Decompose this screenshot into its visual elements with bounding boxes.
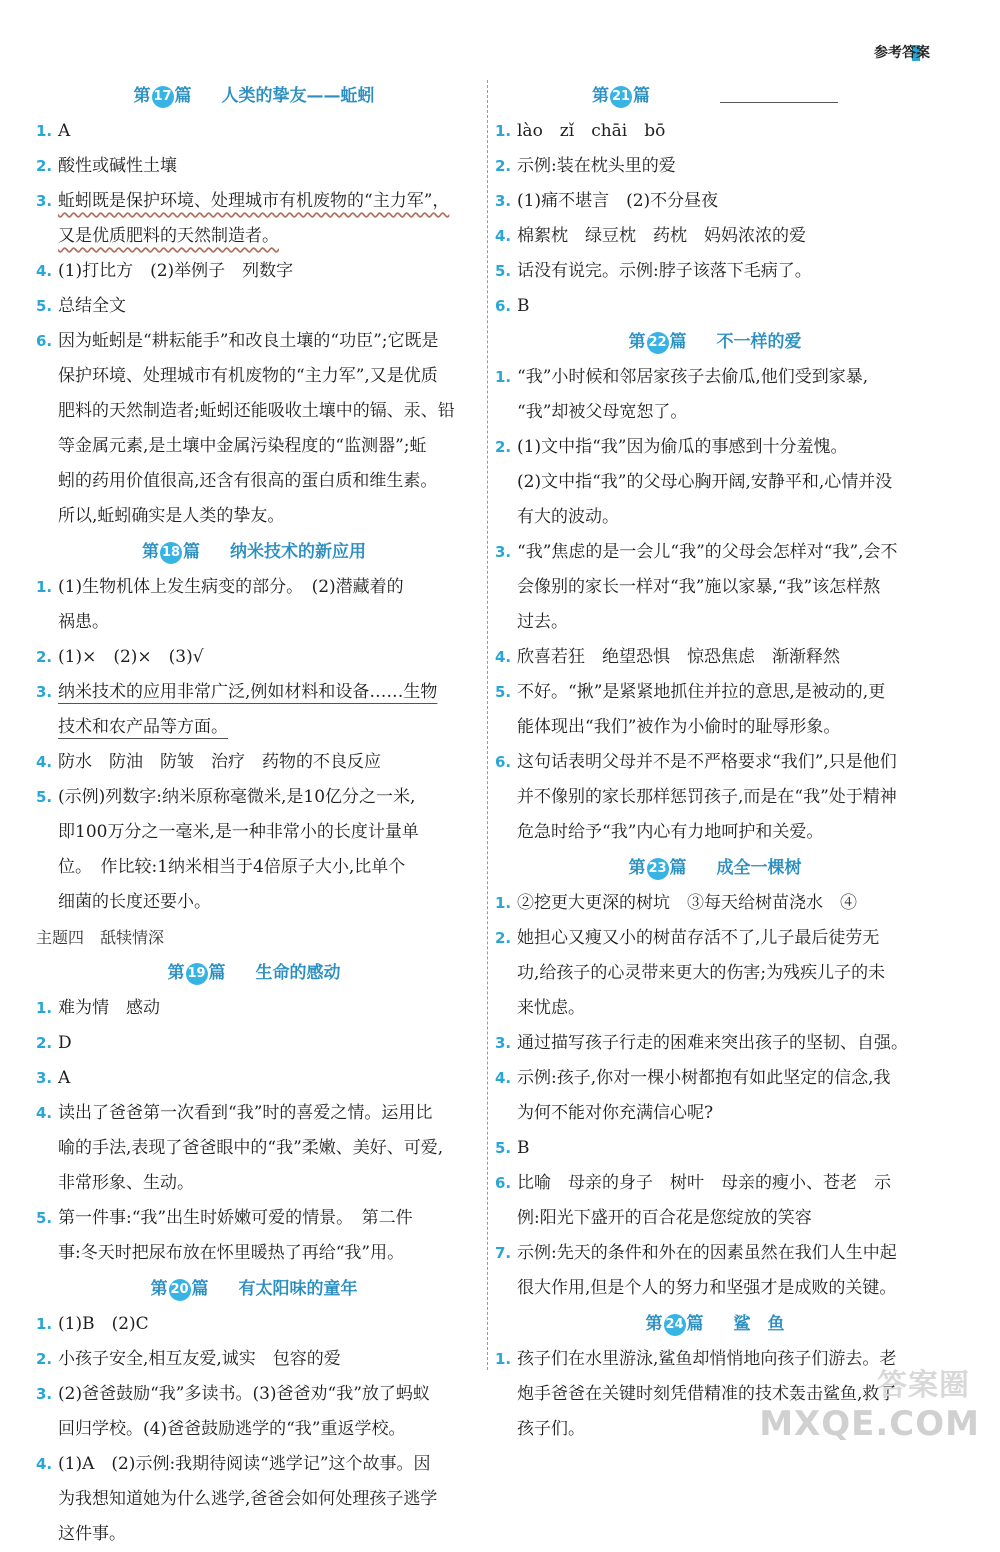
- answer-text: 例:阳光下盛开的百合花是您绽放的笑容: [517, 1208, 812, 1228]
- answer-text: (1)痛不堪言 (2)不分昼夜: [517, 191, 719, 211]
- answer-text: 小孩子安全,相互友爱,诚实 包容的爱: [58, 1349, 341, 1369]
- answer-text: 欣喜若狂 绝望恐惧 惊恐焦虑 渐渐释然: [517, 647, 840, 667]
- answer-text: (1)文中指“我”因为偷瓜的事感到十分羞愧。: [517, 437, 848, 457]
- answer-item: [495, 360, 935, 395]
- right-column: [495, 78, 935, 1447]
- answer-text: 技术和农产品等方面。: [58, 717, 228, 737]
- answer-text: 孩子们。: [517, 1419, 585, 1439]
- answer-item: [495, 1236, 935, 1271]
- answer-number: 2.: [36, 1034, 53, 1052]
- answer-number: 6.: [495, 297, 512, 315]
- answer-number: 5.: [36, 1209, 53, 1227]
- answer-number: 4.: [36, 1104, 53, 1122]
- answer-item: [495, 254, 935, 289]
- answer-item: [36, 289, 472, 324]
- answer-continuation: [36, 1131, 472, 1166]
- section-title: 第 24 篇 鲨 鱼: [645, 1314, 785, 1334]
- answer-number: 1.: [495, 368, 512, 386]
- section-number-badge: 19: [186, 963, 208, 985]
- section-title: 第 21 篇: [495, 78, 935, 114]
- topic-heading: 主题四 舐犊情深: [36, 928, 165, 947]
- section-number-badge: 18: [160, 542, 182, 564]
- answer-text: 细菌的长度还要小。: [58, 892, 211, 912]
- answer-number: 3.: [36, 192, 53, 210]
- answer-item: [36, 780, 472, 815]
- answer-item: [36, 1342, 472, 1377]
- answer-continuation: [36, 850, 472, 885]
- answer-text: (2)文中指“我”的父母心胸开阔,安静平和,心情并没: [517, 472, 893, 492]
- answer-continuation: [495, 605, 935, 640]
- answer-continuation: [36, 1517, 472, 1552]
- answer-text: 有大的波动。: [517, 507, 619, 527]
- section-title: 第 20 篇 有太阳味的童年: [150, 1279, 358, 1299]
- answer-number: 3.: [36, 1069, 53, 1087]
- answer-text: 又是优质肥料的天然制造者。: [58, 226, 279, 246]
- answer-number: 1.: [36, 999, 53, 1017]
- section-title-text: 纳米技术的新应用: [230, 542, 366, 562]
- answer-text: A: [58, 121, 71, 141]
- answer-text: 不好。“揪”是紧紧地抓住并拉的意思,是被动的,更: [517, 682, 886, 702]
- answer-item: [36, 324, 472, 359]
- answer-continuation: [495, 500, 935, 535]
- answer-item: [36, 1096, 472, 1131]
- section-title: 第 23 篇 成全一棵树: [628, 858, 802, 878]
- answer-continuation: [495, 395, 935, 430]
- answer-continuation: [36, 359, 472, 394]
- answer-item: [36, 991, 472, 1026]
- answer-item: [36, 184, 472, 219]
- answer-item: [36, 570, 472, 605]
- answer-text: 蚯蚓既是保护环境、处理城市有机废物的“主力军”，: [58, 191, 450, 211]
- answer-continuation: [36, 1236, 472, 1271]
- answer-number: 4.: [495, 227, 512, 245]
- answer-text: 很大作用,但是个人的努力和坚强才是成败的关键。: [517, 1278, 897, 1298]
- answer-text: 过去。: [517, 612, 568, 632]
- answer-continuation: [495, 710, 935, 745]
- answer-item: [495, 745, 935, 780]
- answer-continuation: [495, 1201, 935, 1236]
- answer-number: 1.: [495, 122, 512, 140]
- answer-continuation: [36, 219, 472, 254]
- answer-text: D: [58, 1033, 72, 1053]
- answer-number: 2.: [36, 157, 53, 175]
- answer-continuation: [36, 429, 472, 464]
- answer-continuation: [36, 499, 472, 534]
- answer-item: [495, 1061, 935, 1096]
- answer-text: 事:冬天时把尿布放在怀里暖热了再给“我”用。: [58, 1243, 405, 1263]
- answer-continuation: [36, 710, 472, 745]
- section-title-text: 生命的感动: [255, 963, 341, 983]
- section-title-text: 成全一棵树: [716, 858, 802, 878]
- answer-text: 酸性或碱性土壤: [58, 156, 177, 176]
- answer-text: ②挖更大更深的树坑 ③每天给树苗浇水 ④: [517, 893, 857, 913]
- answer-item: [495, 219, 935, 254]
- watermark-logo: [759, 1368, 980, 1444]
- answer-text: 并不像别的家长那样惩罚孩子,而是在“我”处于精神: [517, 787, 897, 807]
- answer-text: “我”却被父母宽恕了。: [517, 402, 688, 422]
- answer-number: 2.: [495, 438, 512, 456]
- answer-text: 为何不能对你充满信心呢?: [517, 1103, 714, 1123]
- answer-item: [495, 921, 935, 956]
- answer-text: 炮手爸爸在关键时刻凭借精准的技术轰击鲨鱼,救了: [517, 1384, 897, 1404]
- answer-continuation: [36, 1412, 472, 1447]
- answer-item: [36, 114, 472, 149]
- answer-text: 喻的手法,表现了爸爸眼中的“我”柔嫩、美好、可爱,: [58, 1138, 444, 1158]
- answer-continuation: [495, 991, 935, 1026]
- section-number-badge: 20: [169, 1279, 191, 1301]
- answer-item: [36, 1447, 472, 1482]
- answer-continuation: [36, 1166, 472, 1201]
- answer-text: (1)B (2)C: [58, 1314, 149, 1334]
- answer-number: 4.: [36, 753, 53, 771]
- section-title-text: 有太阳味的童年: [238, 1279, 358, 1299]
- answer-text: 比喻 母亲的身子 树叶 母亲的瘦小、苍老 示: [517, 1173, 891, 1193]
- answer-continuation: [36, 1482, 472, 1517]
- answer-text: “我”焦虑的是一会儿“我”的父母会怎样对“我”,会不: [517, 542, 898, 562]
- answer-text: 即100万分之一毫米,是一种非常小的长度计量单: [58, 822, 419, 842]
- answer-number: 2.: [495, 157, 512, 175]
- section-title: 第 22 篇 不一样的爱: [628, 332, 802, 352]
- answer-text: 会像别的家长一样对“我”施以家暴,“我”该怎样熬: [517, 577, 881, 597]
- answer-number: 4.: [36, 262, 53, 280]
- section-title-text: 不一样的爱: [716, 332, 802, 352]
- answer-item: [36, 745, 472, 780]
- answer-text: 来忧虑。: [517, 998, 585, 1018]
- answer-item: [36, 254, 472, 289]
- answer-text: 祸患。: [58, 612, 109, 632]
- answer-text: B: [517, 296, 530, 316]
- answer-text: 为我想知道她为什么逃学,爸爸会如何处理孩子逃学: [58, 1489, 438, 1509]
- answer-item: [495, 886, 935, 921]
- column-divider: [487, 80, 488, 1370]
- answer-text: 第一件事:“我”出生时娇嫩可爱的情景。 第二件: [58, 1208, 413, 1228]
- answer-number: 5.: [495, 262, 512, 280]
- section-title: 第 19 篇 生命的感动: [167, 963, 341, 983]
- answer-text: lào zǐ chāi bō: [517, 121, 666, 141]
- answer-text: (1)打比方 (2)举例子 列数字: [58, 261, 294, 281]
- answer-text: 所以,蚯蚓确实是人类的挚友。: [58, 506, 285, 526]
- watermark-top-text: 答案圈: [877, 1368, 970, 1403]
- answer-continuation: [36, 885, 472, 920]
- answer-continuation: [495, 1096, 935, 1131]
- answer-text: 危急时给予“我”内心有力地呵护和关爱。: [517, 822, 824, 842]
- answer-text: A: [58, 1068, 71, 1088]
- answer-text: (示例)列数字:纳米原称毫微米,是10亿分之一米,: [58, 787, 416, 807]
- answer-continuation: [495, 1271, 935, 1306]
- answer-text: 这句话表明父母并不是不严格要求“我们”,只是他们: [517, 752, 897, 772]
- answer-item: [36, 1026, 472, 1061]
- watermark-url: MXQE.COM: [759, 1404, 980, 1444]
- answer-text: “我”小时候和邻居家孩子去偷瓜,他们受到家暴,: [517, 367, 869, 387]
- section-title-text: 鲨 鱼: [733, 1314, 785, 1334]
- answer-item: [36, 1201, 472, 1236]
- answer-continuation: [36, 605, 472, 640]
- answer-text: 非常形象、生动。: [58, 1173, 194, 1193]
- answer-text: 读出了爸爸第一次看到“我”时的喜爱之情。运用比: [58, 1103, 433, 1123]
- answer-number: 5.: [36, 297, 53, 315]
- answer-text: B: [517, 1138, 530, 1158]
- answer-item: [36, 1061, 472, 1096]
- answer-number: 6.: [36, 332, 53, 350]
- answer-text: (1)生物机体上发生病变的部分。 (2)潜藏着的: [58, 577, 404, 597]
- answer-text: 纳米技术的应用非常广泛,例如材料和设备……生物: [58, 682, 438, 702]
- answer-item: [495, 289, 935, 324]
- answer-continuation: [495, 465, 935, 500]
- answer-text: 通过描写孩子行走的困难来突出孩子的坚韧、自强。: [517, 1033, 908, 1053]
- answer-text: 肥料的天然制造者;蚯蚓还能吸收土壤中的镉、汞、铅: [58, 401, 455, 421]
- answer-number: 5.: [36, 788, 53, 806]
- answer-number: 3.: [36, 683, 53, 701]
- answer-text: 位。 作比较:1纳米相当于4倍原子大小,比单个: [58, 857, 406, 877]
- answer-item: [495, 640, 935, 675]
- answer-text: 因为蚯蚓是“耕耘能手”和改良土壤的“功臣”;它既是: [58, 331, 439, 351]
- answer-item: [495, 1166, 935, 1201]
- answer-number: 1.: [36, 578, 53, 596]
- answer-continuation: [36, 815, 472, 850]
- answer-number: 7.: [495, 1244, 512, 1262]
- answer-number: 4.: [495, 648, 512, 666]
- section-title-text: 人类的挚友——蚯蚓: [221, 86, 375, 106]
- answer-number: 2.: [36, 1350, 53, 1368]
- answer-text: (1)A (2)示例:我期待阅读“逃学记”这个故事。因: [58, 1454, 431, 1474]
- answer-number: 4.: [495, 1069, 512, 1087]
- answer-number: 5.: [495, 683, 512, 701]
- answer-number: 6.: [495, 1174, 512, 1192]
- answer-continuation: [495, 780, 935, 815]
- section-number-badge: 24: [664, 1314, 686, 1336]
- answer-item: [495, 430, 935, 465]
- page-header-label: 参考答案: [874, 45, 930, 61]
- answer-number: 1.: [36, 122, 53, 140]
- section-number-badge: 21: [610, 86, 632, 108]
- answer-continuation: [495, 815, 935, 850]
- answer-item: [495, 1026, 935, 1061]
- section-number-badge: 23: [647, 858, 669, 880]
- answer-item: [495, 1342, 935, 1377]
- answer-text: (2)爸爸鼓励“我”多读书。(3)爸爸劝“我”放了蚂蚁: [58, 1384, 430, 1404]
- answer-text: 难为情 感动: [58, 998, 160, 1018]
- answer-text: 话没有说完。示例:脖子该落下毛病了。: [517, 261, 812, 281]
- section-number-badge: 22: [647, 332, 669, 354]
- answer-text: 蚓的药用价值很高,还含有很高的蛋白质和维生素。: [58, 471, 438, 491]
- answer-number: 5.: [495, 1139, 512, 1157]
- answer-text: 示例:先天的条件和外在的因素虽然在我们人生中起: [517, 1243, 897, 1263]
- answer-text: 功,给孩子的心灵带来更大的伤害;为残疾儿子的未: [517, 963, 886, 983]
- answer-text: 防水 防油 防皱 治疗 药物的不良反应: [58, 752, 381, 772]
- answer-text: 示例:孩子,你对一棵小树都抱有如此坚定的信念,我: [517, 1068, 891, 1088]
- answer-item: [36, 1377, 472, 1412]
- answer-number: 3.: [495, 192, 512, 210]
- answer-text: 这件事。: [58, 1524, 126, 1544]
- answer-number: 1.: [36, 1315, 53, 1333]
- title-blank-line: [720, 84, 838, 103]
- answer-number: 1.: [495, 894, 512, 912]
- answer-number: 3.: [36, 1385, 53, 1403]
- answer-item: [495, 675, 935, 710]
- answer-continuation: [36, 394, 472, 429]
- answer-text: 她担心又瘦又小的树苗存活不了,儿子最后徒劳无: [517, 928, 880, 948]
- section-title: 第 18 篇 纳米技术的新应用: [142, 542, 366, 562]
- answer-item: [36, 1307, 472, 1342]
- answer-text: 示例:装在枕头里的爱: [517, 156, 676, 176]
- answer-number: 2.: [36, 648, 53, 666]
- answer-item: [495, 114, 935, 149]
- answer-text: 能体现出“我们”被作为小偷时的耻辱形象。: [517, 717, 841, 737]
- answer-text: 总结全文: [58, 296, 126, 316]
- answer-number: 3.: [495, 1034, 512, 1052]
- answer-text: 等金属元素,是土壤中金属污染程度的“监测器”;蚯: [58, 436, 427, 456]
- answer-text: (1)× (2)× (3)√: [58, 647, 204, 667]
- answer-text: 回归学校。(4)爸爸鼓励逃学的“我”重返学校。: [58, 1419, 406, 1439]
- answer-item: [36, 640, 472, 675]
- answer-number: 6.: [495, 753, 512, 771]
- answer-text: 保护环境、处理城市有机废物的“主力军”,又是优质: [58, 366, 438, 386]
- answer-number: 1.: [495, 1350, 512, 1368]
- answer-text: 棉絮枕 绿豆枕 药枕 妈妈浓浓的爱: [517, 226, 806, 246]
- section-title: 第 17 篇 人类的挚友——蚯蚓: [133, 86, 375, 106]
- answer-item: [36, 149, 472, 184]
- answer-number: 4.: [36, 1455, 53, 1473]
- answer-item: [495, 184, 935, 219]
- answer-continuation: [36, 464, 472, 499]
- answer-item: [495, 535, 935, 570]
- answer-item: [495, 1131, 935, 1166]
- answer-continuation: [495, 570, 935, 605]
- answer-number: 3.: [495, 543, 512, 561]
- section-number-badge: 17: [152, 86, 174, 108]
- left-column: [36, 78, 472, 1552]
- answer-text: 孩子们在水里游泳,鲨鱼却悄悄地向孩子们游去。老: [517, 1349, 897, 1369]
- answer-number: 2.: [495, 929, 512, 947]
- answer-continuation: [495, 956, 935, 991]
- answer-item: [36, 675, 472, 710]
- answer-item: [495, 149, 935, 184]
